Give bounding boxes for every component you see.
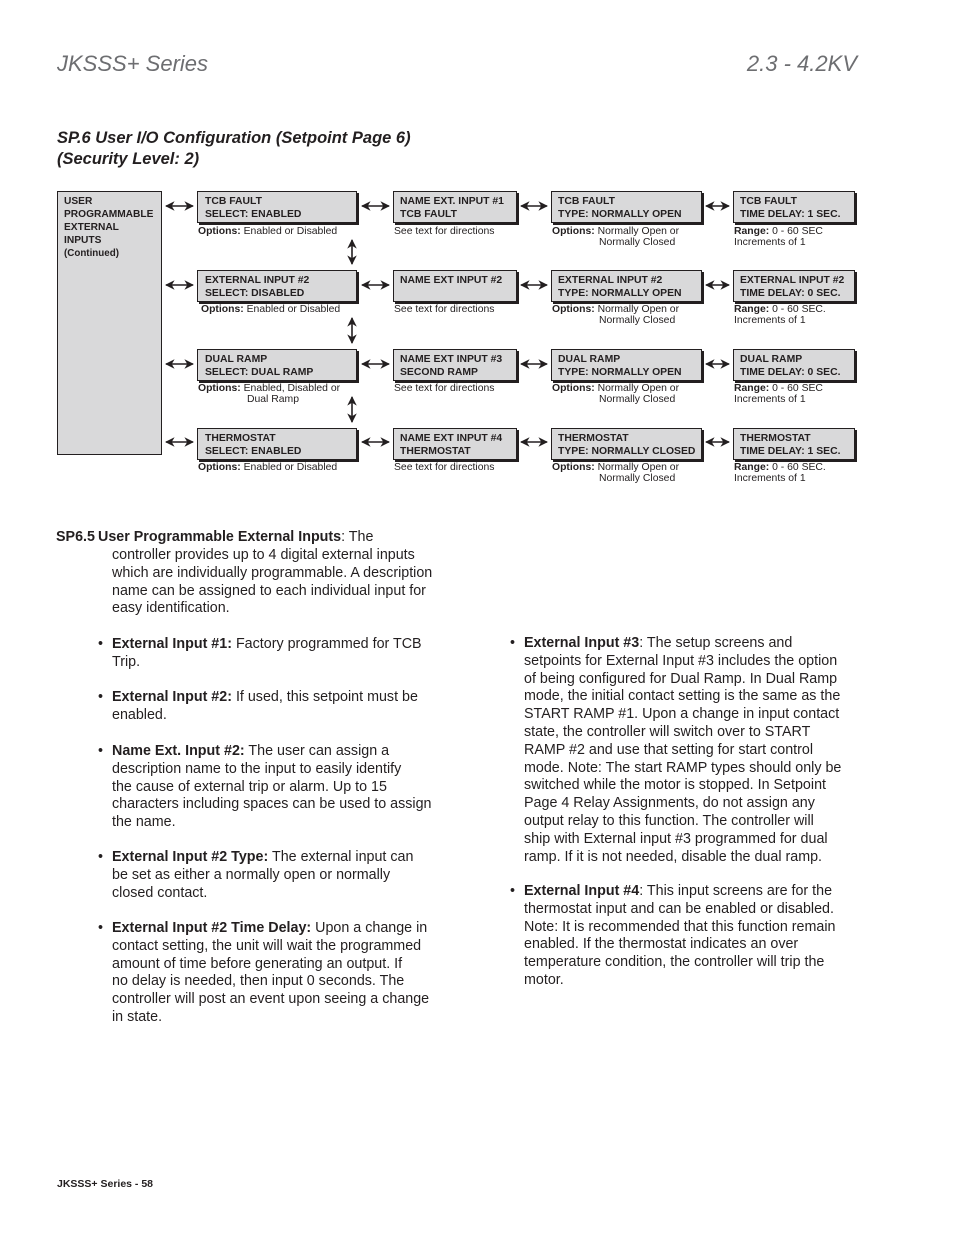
box-line: NAME EXT INPUT #4 <box>400 433 503 444</box>
box-line: TYPE: NORMALLY OPEN <box>558 287 682 299</box>
bullet-external-input-2: • External Input #2: If used, this setpoint must be enabled. <box>98 689 418 723</box>
bullet-name-ext-input-2: • Name Ext. Input #2: The user can assign a description name to the input to easily identify the cause of external trip or alarm. Up to 15 characters including spaces can be used to assign the name. <box>98 743 432 831</box>
left-box-line: USER <box>64 196 93 207</box>
box-line: DUAL RAMP <box>558 354 621 365</box>
left-box-continued: (Continued) <box>64 248 119 259</box>
dual-ramp-delay-range: Range: 0 - 60 SEC Increments of 1 <box>734 383 823 405</box>
box-line: TCB FAULT <box>558 196 615 207</box>
bullet-external-input-4: • External Input #4: This input screens are for the thermostat input and can be enabled or disabled. Note: It is recommended that this function remain enabled. If the thermostat indicates an over temperature condition, the controller will trip the motor. <box>510 883 836 988</box>
box-line: NAME EXT. INPUT #1 <box>400 196 504 207</box>
box-line: EXTERNAL INPUT #2 <box>205 275 310 286</box>
thermostat-select-options: Options: Enabled or Disabled <box>198 462 338 473</box>
box-line: TIME DELAY: 1 SEC. <box>740 208 841 220</box>
box-line: SELECT: ENABLED <box>205 445 302 457</box>
bullet-external-input-2-time-delay: • External Input #2 Time Delay: Upon a change in contact setting, the unit will wait the programmed amount of time before generating an output. If no delay is needed, then input 0 seconds. The controller will post an event upon seeing a change in state. <box>98 920 430 1025</box>
box-line: SELECT: ENABLED <box>205 208 302 220</box>
header-voltage: 2.3 - 4.2KV <box>746 51 857 76</box>
header-series: JKSSS+ Series <box>57 51 209 76</box>
external-input-2-type-options: Options: Normally Open or Normally Closed <box>552 304 680 326</box>
box-line: EXTERNAL INPUT #2 <box>740 275 845 286</box>
box-line: TCB FAULT <box>400 208 457 220</box>
box-line: DUAL RAMP <box>205 354 268 365</box>
left-box-line: EXTERNAL <box>64 222 119 233</box>
box-line: THERMOSTAT <box>205 433 276 444</box>
box-line: TCB FAULT <box>205 196 262 207</box>
box-line: NAME EXT INPUT #2 <box>400 275 503 286</box>
box-line: DUAL RAMP <box>740 354 803 365</box>
external-input-2-select-options: Options: Enabled or Disabled <box>201 304 341 315</box>
dual-ramp-type-options: Options: Normally Open or Normally Closed <box>552 383 680 405</box>
box-line: SELECT: DISABLED <box>205 287 305 299</box>
box-line: TCB FAULT <box>740 196 797 207</box>
bullet-external-input-3: • External Input #3: The setup screens and setpoints for External Input #3 includes the option of being configured for Dual Ramp. In Dual Ramp mode, the initial contact setting is the same as the START RAMP #1. Upon a change in input contact state, the controller will switch over to START RAMP #2 and use that setting for start control mode. Note: The start RAMP types should only be switched while the motor is stopped. In Setpoint Page 4 Relay Assignments, do not assign any output relay to this function. The controller will ship with External input #3 programmed for dual ramp. If it is not needed, disable the dual ramp. <box>510 635 842 865</box>
box-line: TYPE: NORMALLY OPEN <box>558 366 682 378</box>
diagram-connector-arrows <box>0 0 954 520</box>
name-ext-input-4-note: See text for directions <box>394 462 495 473</box>
box-line: SECOND RAMP <box>400 366 478 378</box>
page-footer: JKSSS+ Series - 58 <box>57 1178 154 1190</box>
sp65-first-line: User Programmable External Inputs: The <box>98 529 374 545</box>
name-ext-input-1-note: See text for directions <box>394 226 495 237</box>
box-line: TIME DELAY: 0 SEC. <box>740 287 841 299</box>
external-input-2-delay-range: Range: 0 - 60 SEC. Increments of 1 <box>734 304 826 326</box>
thermostat-type-options: Options: Normally Open or Normally Closed <box>552 462 680 484</box>
sp65-label: SP6.5 <box>56 529 95 545</box>
left-box-line: PROGRAMMABLE <box>64 209 154 220</box>
tcb-fault-select-options: Options: Enabled or Disabled <box>198 226 338 237</box>
section-title-line-2: (Security Level: 2) <box>57 150 200 168</box>
box-line: THERMOSTAT <box>740 433 811 444</box>
sp65-paragraph: controller provides up to 4 digital external inputs which are individually programmable. A description name can be assigned to each individual input for easy identification. <box>112 547 433 617</box>
bullet-external-input-2-type: • External Input #2 Type: The external input can be set as either a normally open or normally closed contact. <box>98 849 414 901</box>
name-ext-input-2-note: See text for directions <box>394 304 495 315</box>
name-ext-input-3-note: See text for directions <box>394 383 495 394</box>
box-line: EXTERNAL INPUT #2 <box>558 275 663 286</box>
bullet-external-input-1: • External Input #1: Factory programmed for TCB Trip. <box>98 636 422 670</box>
tcb-fault-delay-range: Range: 0 - 60 SEC Increments of 1 <box>734 226 823 248</box>
box-line: THERMOSTAT <box>400 445 471 457</box>
dual-ramp-select-options: Options: Enabled, Disabled or Dual Ramp <box>198 383 341 405</box>
box-line: TIME DELAY: 0 SEC. <box>740 366 841 378</box>
box-line: TYPE: NORMALLY CLOSED <box>558 445 696 457</box>
section-title-line-1: SP.6 User I/O Configuration (Setpoint Page 6) <box>57 129 411 147</box>
tcb-fault-type-options: Options: Normally Open or Normally Closed <box>552 226 680 248</box>
thermostat-delay-range: Range: 0 - 60 SEC. Increments of 1 <box>734 462 826 484</box>
box-line: NAME EXT INPUT #3 <box>400 354 503 365</box>
box-line: SELECT: DUAL RAMP <box>205 366 314 378</box>
left-box-line: INPUTS <box>64 235 102 246</box>
box-line: TIME DELAY: 1 SEC. <box>740 445 841 457</box>
box-line: TYPE: NORMALLY OPEN <box>558 208 682 220</box>
box-line: THERMOSTAT <box>558 433 629 444</box>
